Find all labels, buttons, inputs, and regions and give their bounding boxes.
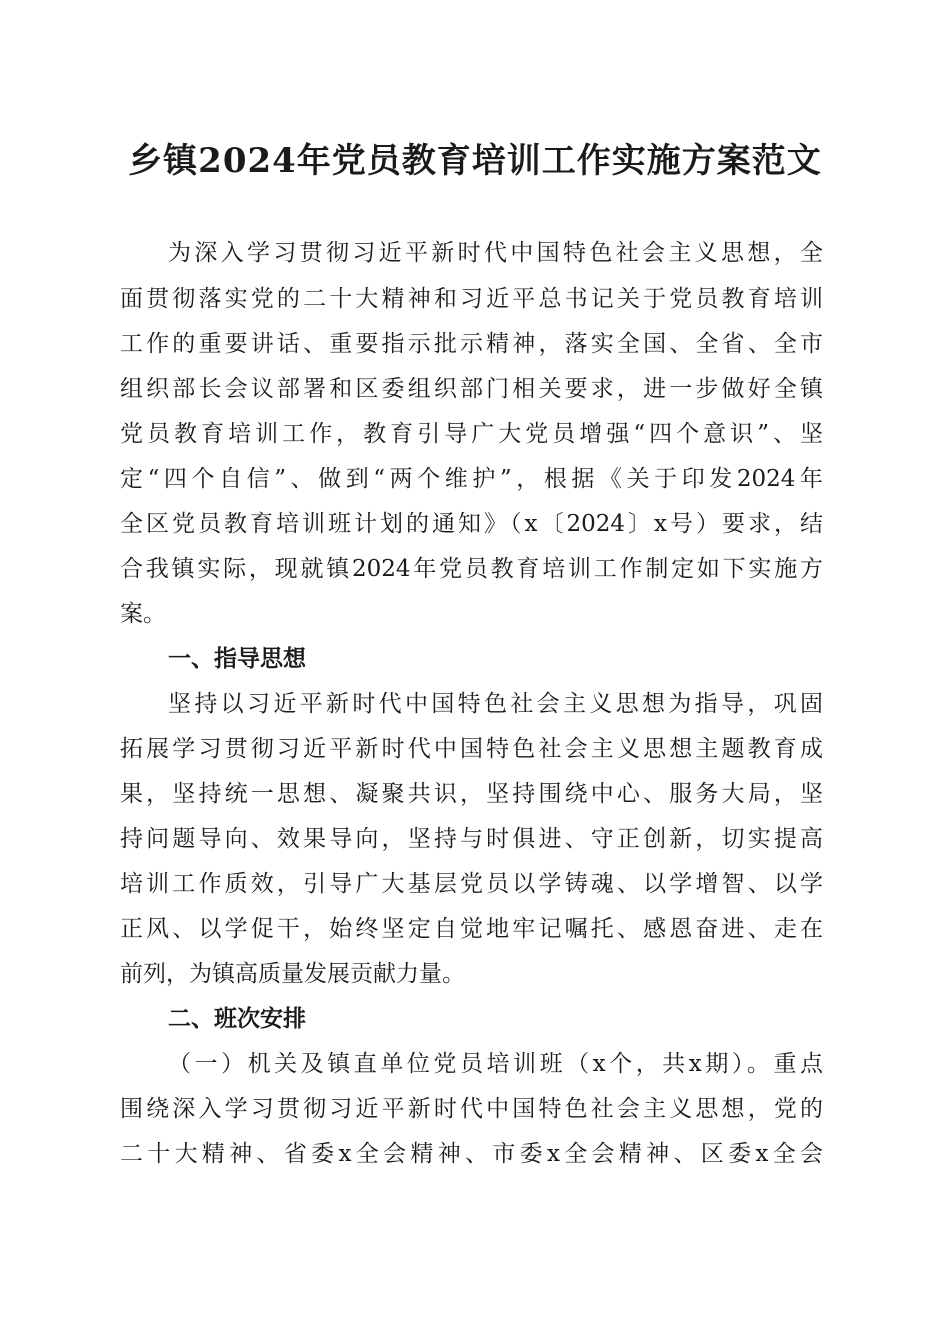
- section2-line: （一）机关及镇直单位党员培训班（x个，共x期）。重点: [168, 1051, 823, 1077]
- section-heading-guiding-thought: 一、指导思想: [168, 645, 306, 672]
- document-title: 乡镇2024年党员教育培训工作实施方案范文: [128, 141, 822, 181]
- section1-line: 培训工作质效，引导广大基层党员以学铸魂、以学增智、以学: [120, 871, 823, 897]
- intro-line: 合我镇实际，现就镇2024年党员教育培训工作制定如下实施方: [120, 556, 823, 582]
- section1-line: 坚持以习近平新时代中国特色社会主义思想为指导，巩固: [168, 691, 823, 717]
- intro-line: 定“四个自信”、做到“两个维护”，根据《关于印发2024年: [120, 466, 823, 492]
- section2-line: 二十大精神、省委x全会精神、市委x全会精神、区委x全会: [120, 1141, 823, 1167]
- section1-line: 持问题导向、效果导向，坚持与时俱进、守正创新，切实提高: [120, 826, 823, 852]
- intro-line: 党员教育培训工作，教育引导广大党员增强“四个意识”、坚: [120, 421, 823, 447]
- intro-line: 案。: [120, 601, 166, 627]
- section1-line: 果，坚持统一思想、凝聚共识，坚持围绕中心、服务大局，坚: [120, 781, 823, 807]
- section1-line: 正风、以学促干，始终坚定自觉地牢记嘱托、感恩奋进、走在: [120, 916, 823, 942]
- section-heading-class-arrangement: 二、班次安排: [168, 1005, 306, 1032]
- section1-line: 前列，为镇高质量发展贡献力量。: [120, 961, 465, 987]
- intro-line: 工作的重要讲话、重要指示批示精神，落实全国、全省、全市: [120, 331, 823, 357]
- intro-line: 全区党员教育培训班计划的通知》（x〔2024〕x号）要求，结: [120, 511, 823, 537]
- intro-line: 为深入学习贯彻习近平新时代中国特色社会主义思想，全: [168, 240, 823, 266]
- section1-line: 拓展学习贯彻习近平新时代中国特色社会主义思想主题教育成: [120, 736, 823, 762]
- intro-line: 组织部长会议部署和区委组织部门相关要求，进一步做好全镇: [120, 376, 823, 402]
- section2-line: 围绕深入学习贯彻习近平新时代中国特色社会主义思想，党的: [120, 1096, 823, 1122]
- intro-line: 面贯彻落实党的二十大精神和习近平总书记关于党员教育培训: [120, 286, 823, 312]
